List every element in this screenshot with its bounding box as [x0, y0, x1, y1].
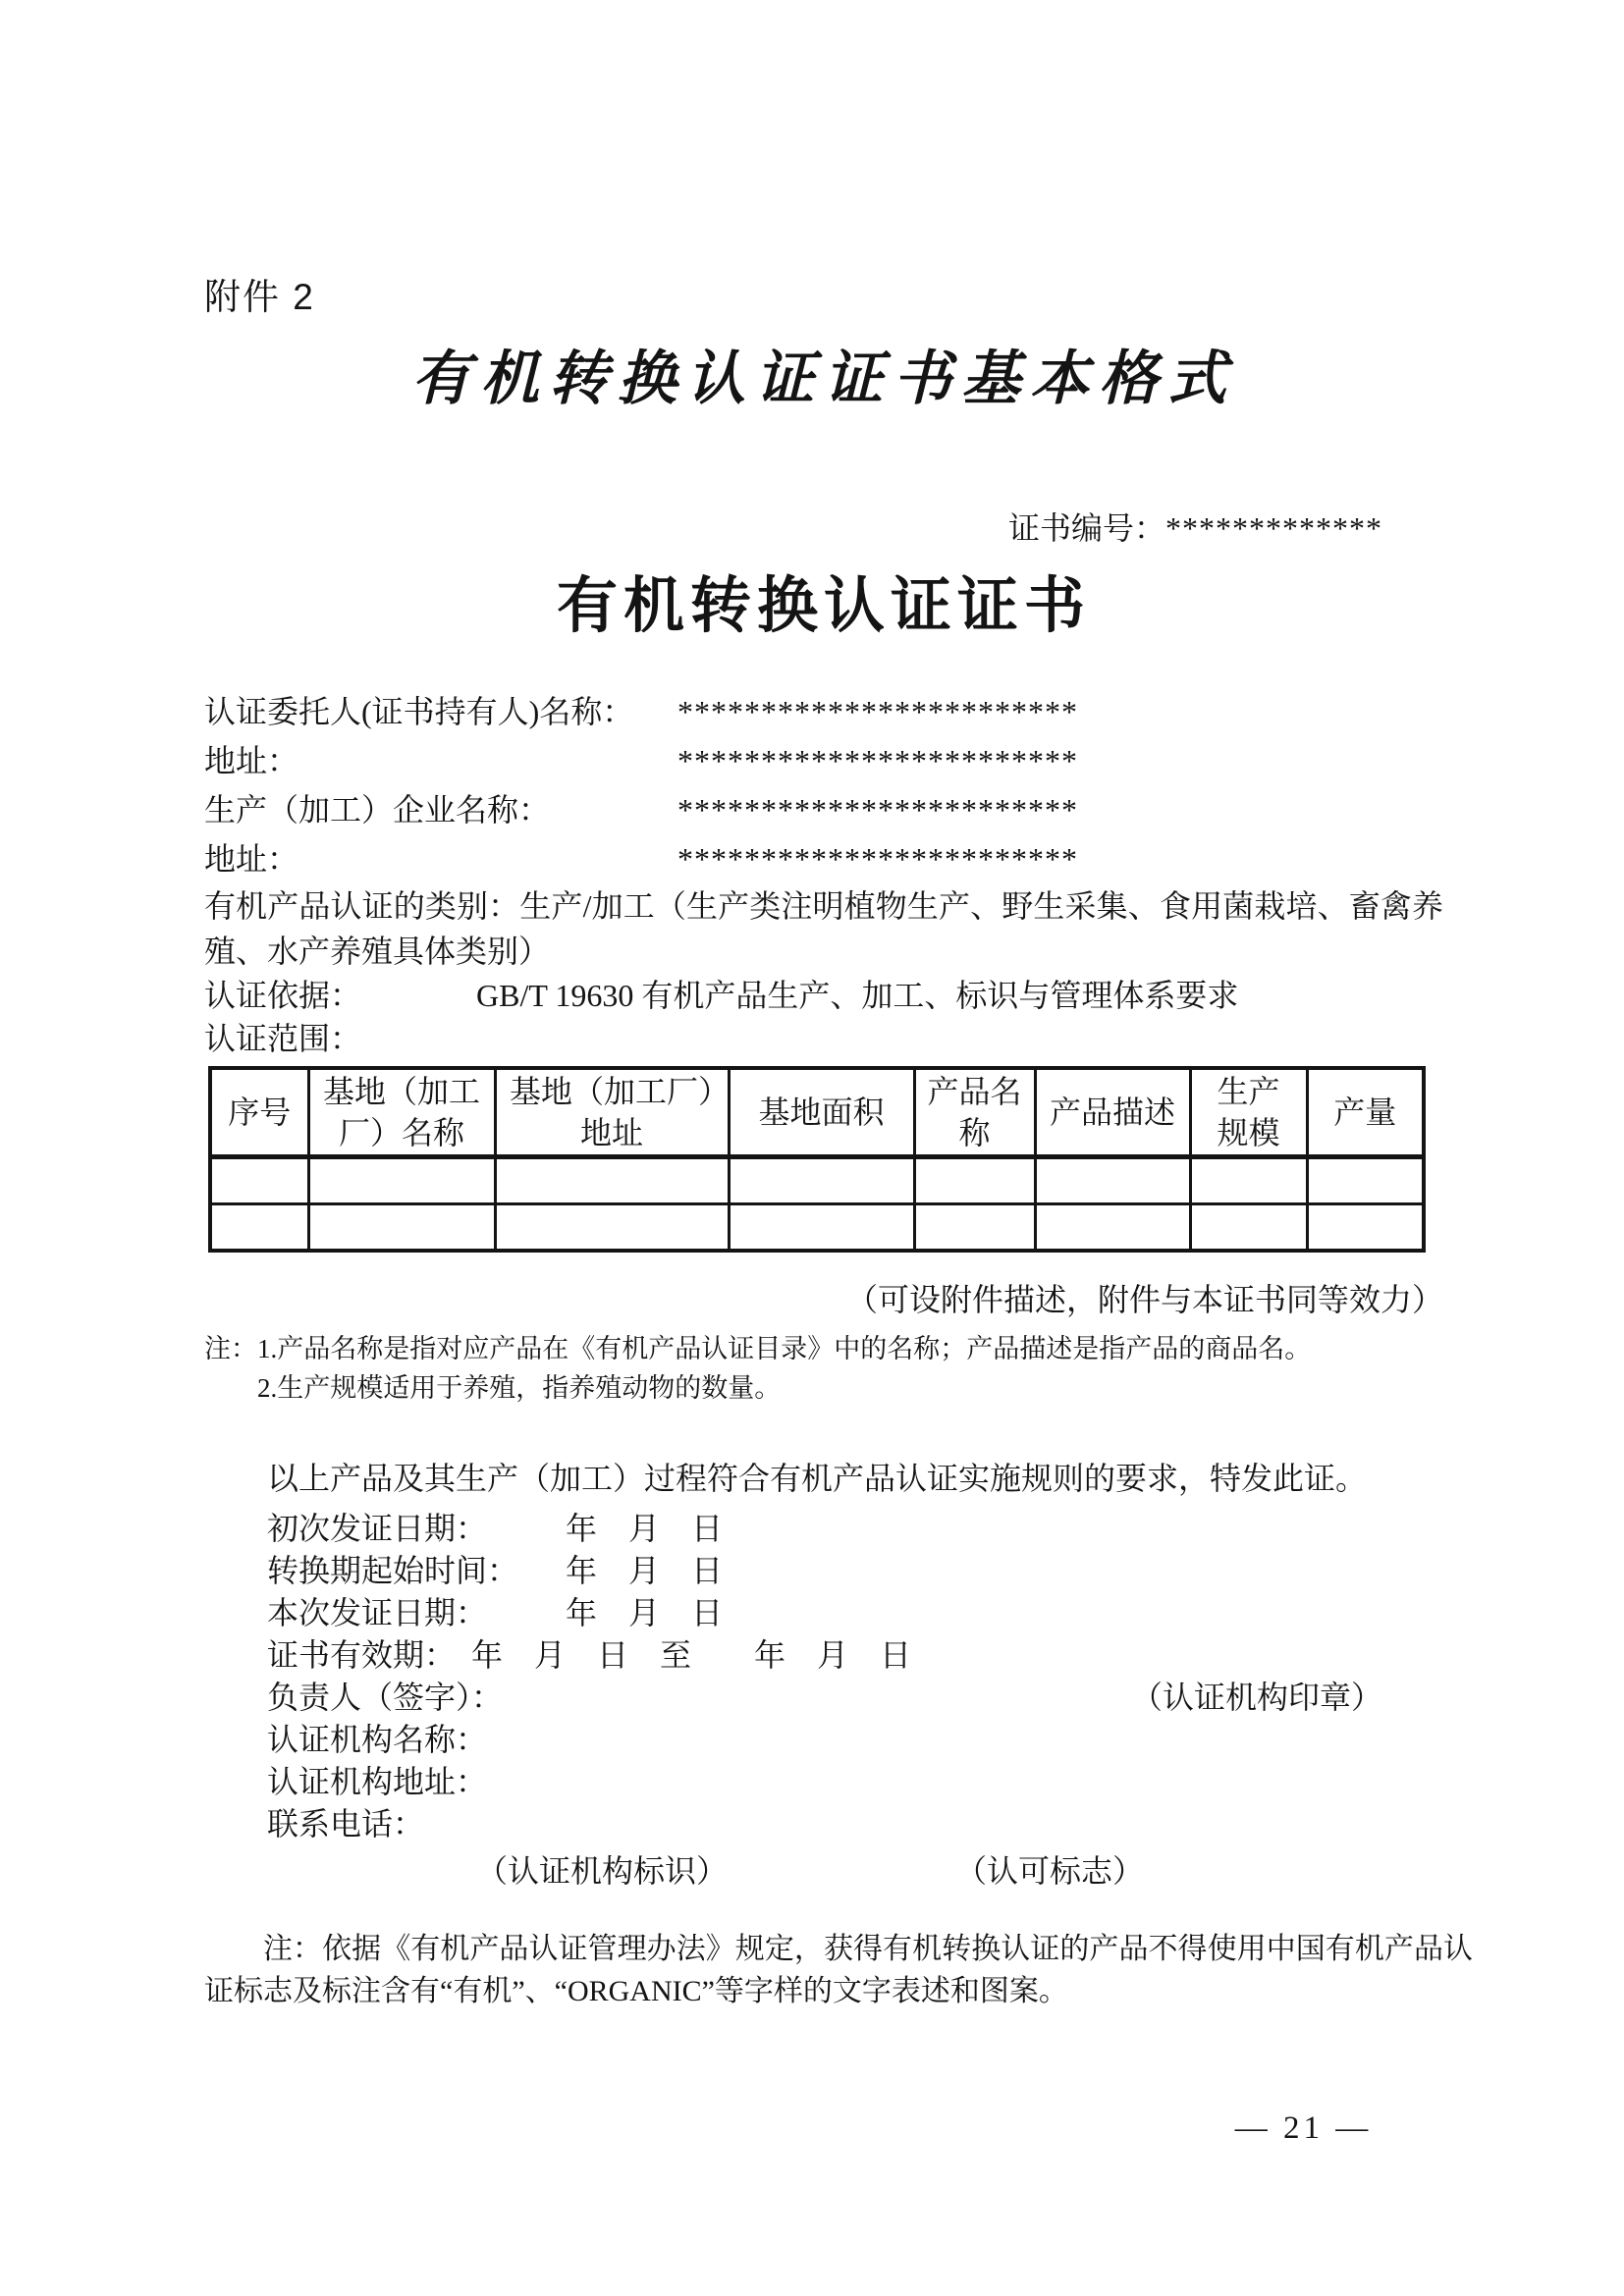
notes-block: [204, 1329, 1443, 1408]
current-issue-date-line: 本次发证日期： 年 月 日: [267, 1595, 724, 1630]
table-header-row: [210, 1068, 1424, 1157]
category-paragraph: 有机产品认证的类别：生产/加工（生产类注明植物生产、野生采集、食用菌栽培、畜禽养殖、水产养殖具体类别）: [204, 888, 1443, 969]
note-item: 1.产品名称是指对应产品在《有机产品认证目录》中的名称；产品描述是指产品的商品名。: [257, 1334, 1312, 1363]
table-header-cell: 基地（加工厂）名称: [308, 1068, 495, 1157]
page-title: 有机转换认证证书: [556, 573, 1091, 640]
notes-items: [257, 1329, 1311, 1408]
table-cell: [1190, 1157, 1307, 1204]
field-label: 生产（加工）企业名称：: [204, 792, 551, 828]
notes-prefix: 注：: [204, 1334, 257, 1363]
certification-statement: 以上产品及其生产（加工）过程符合有机产品认证实施规则的要求，特发此证。: [267, 1461, 1368, 1496]
logos-line: [204, 1849, 1443, 1893]
org-address-line: 认证机构地址：: [267, 1764, 488, 1799]
signer-line: [267, 1677, 1443, 1719]
field-label: 地址：: [204, 743, 299, 778]
table-cell: [914, 1157, 1035, 1204]
table-cell: [308, 1157, 495, 1204]
table-cell: [308, 1204, 495, 1252]
final-note: 注：依据《有机产品认证管理办法》规定，获得有机转换认证的产品不得使用中国有机产品认证标志及标注含有“有机”、“ORGANIC”等字样的文字表述和图案。: [204, 1933, 1473, 2007]
table-header-cell: 产品描述: [1035, 1068, 1190, 1157]
basis-label: 认证依据：: [204, 978, 362, 1013]
page-number: — 21 —: [1234, 2110, 1373, 2146]
table-cell: [1190, 1204, 1307, 1252]
dates-block: [267, 1508, 1443, 1845]
table-header-cell: 序号: [210, 1068, 308, 1157]
first-issue-date-line: 初次发证日期： 年 月 日: [267, 1511, 724, 1546]
cert-number-value: *************: [1165, 510, 1382, 546]
table-cell: [914, 1204, 1035, 1252]
table-header-cell: 基地（加工厂）地址: [495, 1068, 729, 1157]
table-cell: [1035, 1204, 1190, 1252]
table-header-cell: 产品名称: [914, 1068, 1035, 1157]
table-header-cell: 基地面积: [729, 1068, 914, 1157]
basis-line: [204, 974, 1443, 1017]
scope-label: 认证范围：: [204, 1021, 362, 1056]
table-header-cell: 产量: [1307, 1068, 1424, 1157]
attachment-label: 附件 2: [204, 277, 315, 317]
signer-label: 负责人（签字）：: [267, 1680, 504, 1715]
table-cell: [1035, 1157, 1190, 1204]
cert-number-label: 证书编号：: [1007, 510, 1165, 546]
field-label: 认证委托人(证书持有人)名称：: [204, 694, 634, 729]
table-cell: [1307, 1157, 1424, 1204]
field-value: ************************: [677, 841, 1078, 877]
table-header-cell: 生产规模: [1190, 1068, 1307, 1157]
table-row: [210, 1157, 1424, 1204]
table-cell: [210, 1204, 308, 1252]
document-content: [204, 275, 1473, 2012]
calligraphy-title: 有机转换认证证书基本格式: [411, 347, 1236, 411]
table-cell: [729, 1204, 914, 1252]
basis-value: GB/T 19630 有机产品生产、加工、标识与管理体系要求: [476, 978, 1239, 1013]
field-value: ************************: [677, 792, 1078, 828]
applicant-fields: [204, 687, 1443, 883]
field-row-applicant-address: [204, 736, 1443, 785]
attachment-note: （可设附件描述，附件与本证书同等效力）: [845, 1282, 1443, 1317]
org-name-line: 认证机构名称：: [267, 1722, 488, 1757]
org-phone-line: 联系电话：: [267, 1806, 425, 1842]
seal-note: （认证机构印章）: [1131, 1680, 1383, 1715]
table-cell: [1307, 1204, 1424, 1252]
certification-body-logo-placeholder: （认证机构标识）: [476, 1853, 729, 1889]
table-cell: [729, 1157, 914, 1204]
field-row-producer-name: [204, 785, 1443, 834]
products-table: [208, 1066, 1426, 1253]
field-row-producer-address: [204, 834, 1443, 883]
table-cell: [210, 1157, 308, 1204]
table-row: [210, 1204, 1424, 1252]
cert-number-line: [204, 507, 1443, 550]
table-cell: [495, 1157, 729, 1204]
validity-period-line: 证书有效期： 年 月 日 至 年 月 日: [267, 1637, 912, 1673]
field-value: ************************: [677, 694, 1078, 729]
field-row-applicant-name: [204, 687, 1443, 736]
field-value: ************************: [677, 743, 1078, 778]
accreditation-logo-placeholder: （认可标志）: [955, 1853, 1145, 1889]
field-label: 地址：: [204, 841, 299, 877]
table-cell: [495, 1204, 729, 1252]
note-item: 2.生产规模适用于养殖，指养殖动物的数量。: [257, 1373, 782, 1403]
conversion-start-date-line: 转换期起始时间： 年 月 日: [267, 1553, 724, 1588]
